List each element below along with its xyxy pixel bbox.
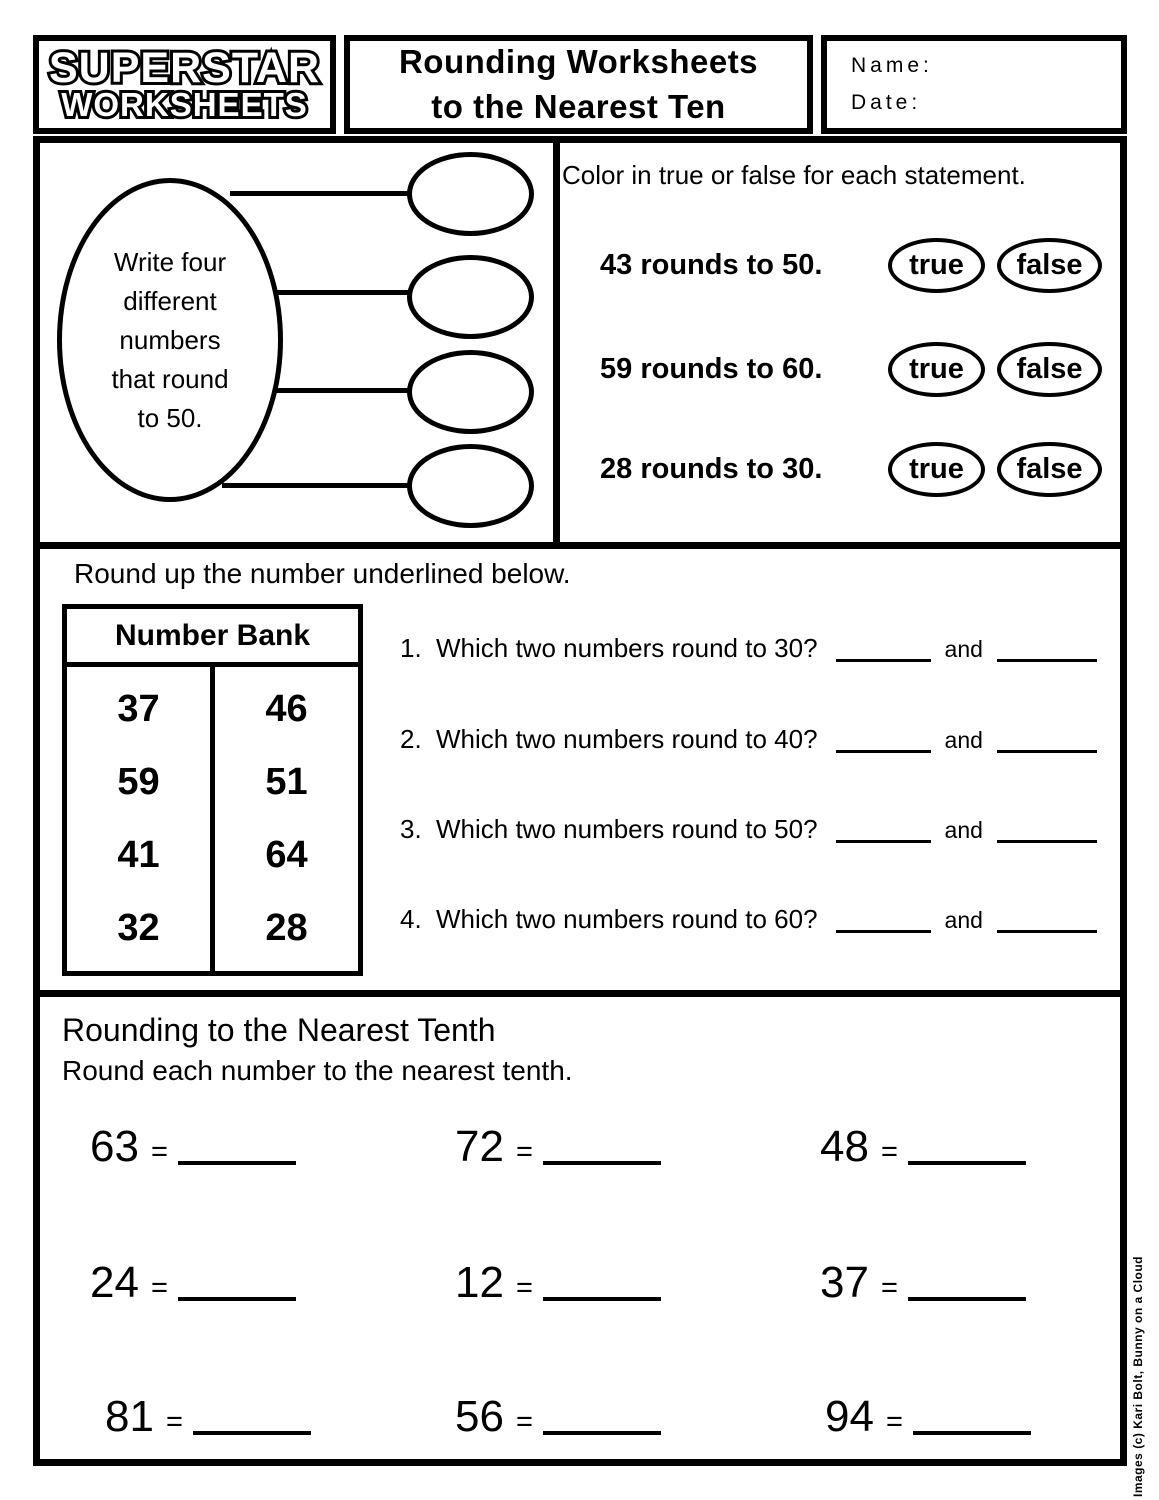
number-bank: [62, 604, 363, 976]
equals-sign: =: [515, 1406, 533, 1438]
number-bank-left-column: [67, 667, 210, 971]
problem-number: 56: [455, 1392, 504, 1441]
problem-number: 24: [90, 1258, 139, 1307]
equals-sign: =: [515, 1136, 533, 1168]
answer-blank[interactable]: [543, 1161, 661, 1165]
question-row-4: [400, 904, 1124, 935]
answer-oval-1[interactable]: [407, 152, 534, 236]
equals-sign: =: [150, 1272, 168, 1304]
prompt-bubble: [57, 178, 283, 502]
true-oval[interactable]: true: [888, 238, 985, 293]
equals-sign: =: [515, 1272, 533, 1304]
question-text: Which two numbers round to 40?: [436, 724, 818, 754]
and-label: and: [944, 636, 983, 662]
equals-sign: =: [165, 1406, 183, 1438]
connector-line-1: [230, 191, 415, 196]
equals-sign: =: [880, 1272, 898, 1304]
problem-cell: [90, 1122, 296, 1172]
bank-number: 64: [265, 834, 308, 876]
name-date-box[interactable]: [821, 35, 1127, 134]
answer-blank[interactable]: [836, 840, 931, 843]
question-text: Which two numbers round to 50?: [436, 814, 818, 844]
problem-cell: [90, 1258, 296, 1308]
answer-blank[interactable]: [193, 1431, 311, 1435]
vertical-divider-top: [553, 143, 560, 542]
problem-cell: [820, 1122, 1026, 1172]
page-title-line-1: Rounding Worksheets: [398, 42, 759, 80]
bank-number: 46: [265, 688, 308, 730]
answer-blank[interactable]: [997, 930, 1097, 933]
problem-cell: [105, 1392, 311, 1442]
true-oval[interactable]: true: [888, 442, 985, 497]
worksheet-title-box: [344, 35, 813, 134]
answer-blank[interactable]: [908, 1161, 1026, 1165]
answer-blank[interactable]: [178, 1297, 296, 1301]
problem-number: 81: [105, 1392, 154, 1441]
statement-text: 43 rounds to 50.: [600, 248, 823, 281]
answer-blank[interactable]: [908, 1297, 1026, 1301]
question-number: 4.: [400, 904, 422, 934]
question-number: 2.: [400, 724, 422, 754]
and-label: and: [944, 907, 983, 933]
connector-line-2: [275, 290, 415, 295]
problem-cell: [455, 1122, 661, 1172]
answer-blank[interactable]: [997, 840, 1097, 843]
date-label: Date:: [851, 91, 922, 114]
logo: [33, 35, 336, 134]
question-number: 1.: [400, 633, 422, 663]
connector-line-4: [222, 483, 415, 488]
answer-blank[interactable]: [997, 750, 1097, 753]
question-number: 3.: [400, 814, 422, 844]
statement-text: 59 rounds to 60.: [600, 352, 823, 385]
horizontal-divider-1: [40, 542, 1120, 549]
answer-blank[interactable]: [178, 1161, 296, 1165]
and-label: and: [944, 817, 983, 843]
answer-blank[interactable]: [836, 659, 931, 662]
bank-number: 51: [265, 761, 308, 803]
problem-number: 48: [820, 1122, 869, 1171]
false-oval[interactable]: false: [997, 342, 1102, 397]
bank-number: 32: [117, 907, 160, 949]
image-credit: Images (c) Kari Bolt, Bunny on a Cloud: [1131, 1255, 1145, 1497]
number-bank-instruction: Round up the number underlined below.: [74, 558, 571, 589]
problem-number: 37: [820, 1258, 869, 1307]
equals-sign: =: [885, 1406, 903, 1438]
statement-row: [560, 236, 1120, 294]
number-bank-right-column: [215, 667, 358, 971]
answer-blank[interactable]: [913, 1431, 1031, 1435]
nearest-tenth-subtitle: Round each number to the nearest tenth.: [62, 1055, 573, 1086]
bank-number: 59: [117, 761, 160, 803]
statement-row: [560, 340, 1120, 398]
bank-number: 28: [265, 907, 308, 949]
problem-number: 12: [455, 1258, 504, 1307]
answer-blank[interactable]: [543, 1431, 661, 1435]
question-row-2: [400, 724, 1124, 755]
logo-line-1: SUPERSTAR: [48, 43, 320, 92]
prompt-line: numbers: [119, 324, 221, 355]
question-row-3: [400, 814, 1124, 845]
nearest-tenth-title: Rounding to the Nearest Tenth: [62, 1012, 496, 1048]
question-row-1: [400, 633, 1124, 664]
connector-line-3: [275, 388, 415, 393]
answer-blank[interactable]: [836, 750, 931, 753]
answer-blank[interactable]: [997, 659, 1097, 662]
equals-sign: =: [150, 1136, 168, 1168]
problem-number: 94: [825, 1392, 874, 1441]
question-text: Which two numbers round to 30?: [436, 633, 818, 663]
page-title-line-2: to the Nearest Ten: [431, 87, 726, 125]
prompt-line: that round: [111, 363, 229, 394]
problem-number: 63: [90, 1122, 139, 1171]
answer-blank[interactable]: [543, 1297, 661, 1301]
prompt-line: to 50.: [137, 402, 203, 433]
problem-cell: [455, 1392, 661, 1442]
answer-oval-3[interactable]: [407, 350, 534, 434]
false-oval[interactable]: false: [997, 238, 1102, 293]
true-oval[interactable]: true: [888, 342, 985, 397]
bank-number: 41: [117, 834, 160, 876]
false-oval[interactable]: false: [997, 442, 1102, 497]
answer-oval-4[interactable]: [407, 444, 534, 528]
statement-row: [560, 440, 1120, 498]
question-text: Which two numbers round to 60?: [436, 904, 818, 934]
and-label: and: [944, 727, 983, 753]
name-label: Name:: [851, 54, 933, 77]
statement-text: 28 rounds to 30.: [600, 452, 823, 485]
problem-cell: [820, 1258, 1026, 1308]
problem-cell: [455, 1258, 661, 1308]
answer-blank[interactable]: [836, 930, 931, 933]
answer-oval-2[interactable]: [407, 255, 534, 339]
prompt-line: Write four: [113, 246, 227, 277]
horizontal-divider-2: [40, 990, 1120, 997]
bank-number: 37: [117, 688, 160, 730]
logo-line-2: WORKSHEETS: [61, 86, 308, 124]
number-bank-title: Number Bank: [67, 609, 358, 667]
problem-cell: [825, 1392, 1031, 1442]
prompt-line: different: [123, 285, 217, 316]
equals-sign: =: [880, 1136, 898, 1168]
true-false-instruction: Color in true or false for each statement.: [562, 160, 1026, 190]
problem-number: 72: [455, 1122, 504, 1171]
